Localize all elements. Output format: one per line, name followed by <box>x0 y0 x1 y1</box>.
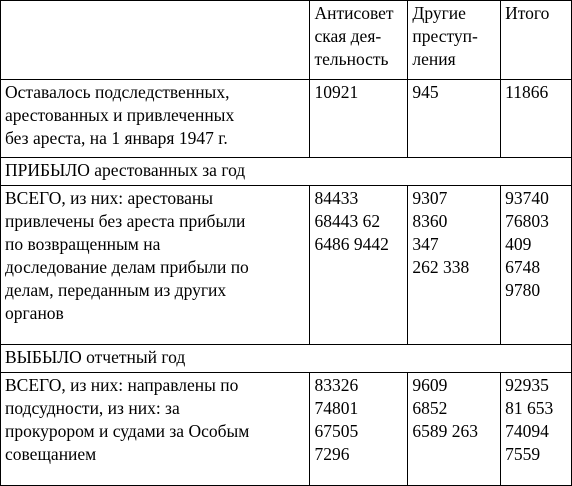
departed-antisoviet-values: 83326 74801 67505 7296 <box>314 375 359 464</box>
remaining-other-value: 945 <box>412 81 439 102</box>
arrived-total-values: 93740 76803 409 6748 9780 <box>505 187 549 300</box>
header-antisoviet-text: Антисовет ская дея- тельность <box>314 3 394 69</box>
remaining-antisoviet-value: 10921 <box>314 81 359 102</box>
departed-antisoviet-cell <box>310 373 408 486</box>
arrived-label: ВСЕГО, из них: арестованы привлечены без ареста прибыли по возвращенным на доследование делам прибыли по делам, переданным из других органов <box>5 187 249 323</box>
departed-section-row <box>1 345 572 373</box>
remaining-label-cell <box>1 79 310 158</box>
header-total-text: Итого <box>505 3 550 23</box>
header-empty-cell <box>1 1 310 80</box>
departed-section-cell <box>1 345 572 373</box>
arrived-antisoviet-values: 84433 68443 62 6486 9442 <box>314 187 389 254</box>
header-other-crimes <box>408 1 501 80</box>
arrived-section-row <box>1 158 572 186</box>
remaining-total-cell <box>501 79 572 158</box>
arrived-section-label: ПРИБЫЛО арестованных за год <box>5 160 246 181</box>
remaining-other-cell <box>408 79 501 158</box>
remaining-total-value: 11866 <box>505 81 549 102</box>
departed-row <box>1 373 572 486</box>
header-antisoviet <box>310 1 408 80</box>
header-row <box>1 1 572 80</box>
arrived-other-values: 9307 8360 347 262 338 <box>412 187 470 277</box>
departed-label-cell <box>1 373 310 486</box>
remaining-row <box>1 79 572 158</box>
remaining-antisoviet-cell <box>310 79 408 158</box>
remaining-label: Оставалось подследственных, арестованных и привлеченных без ареста, на 1 января 1947 г. <box>5 81 235 148</box>
arrived-label-cell <box>1 185 310 344</box>
header-other-crimes-text: Другие преступ- ления <box>412 3 478 69</box>
departed-section-label: ВЫБЫЛО отчетный год <box>5 347 186 368</box>
header-total <box>501 1 572 80</box>
arrived-row <box>1 185 572 344</box>
departed-other-cell <box>408 373 501 486</box>
arrived-total-cell <box>501 185 572 344</box>
arrived-other-cell <box>408 185 501 344</box>
arrived-section-cell <box>1 158 572 186</box>
departed-total-cell <box>501 373 572 486</box>
departed-other-values: 9609 6852 6589 263 <box>412 375 479 441</box>
arrived-antisoviet-cell <box>310 185 408 344</box>
departed-total-values: 92935 81 653 74094 7559 <box>505 375 554 464</box>
departed-label: ВСЕГО, из них: направлены по подсудности, из них: за прокурором и судами за Особым совещанием <box>5 375 250 464</box>
